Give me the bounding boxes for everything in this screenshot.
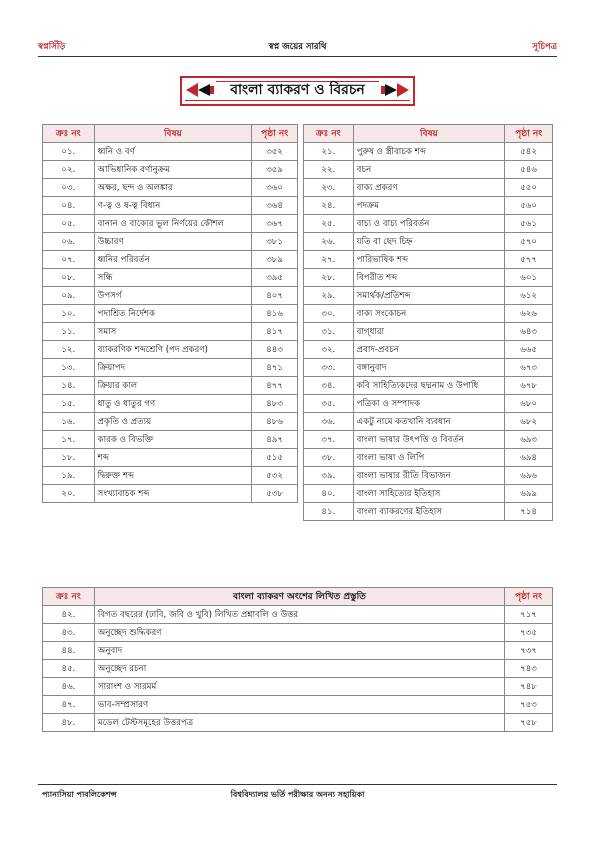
page-cell: ৫৩৮	[252, 485, 298, 503]
table-row	[43, 269, 298, 287]
serial-cell: ০২.	[43, 161, 95, 179]
serial-cell: ০৬.	[43, 233, 95, 251]
subject-cell: উপসর্গ	[94, 287, 252, 305]
serial-cell: ২০.	[43, 485, 95, 503]
serial-cell: ৩৮.	[304, 449, 354, 467]
col-subject: বিষয়	[94, 125, 252, 143]
table-row	[304, 503, 553, 521]
serial-cell: ৩৭.	[304, 431, 354, 449]
table-row	[43, 642, 553, 660]
table-row	[43, 305, 298, 323]
section-heading: বাংলা ব্যাকরণ অংশের লিখিত প্রস্তুতি	[94, 588, 504, 606]
table-row	[43, 377, 298, 395]
serial-cell: ১৪.	[43, 377, 95, 395]
serial-cell: ৪৩.	[43, 624, 95, 642]
table-row	[43, 678, 553, 696]
subject-cell: দ্বিরুক্ত শব্দ	[94, 467, 252, 485]
serial-cell: ৩৯.	[304, 467, 354, 485]
table-row	[304, 305, 553, 323]
page-cell: ৩৫৯	[252, 161, 298, 179]
subject-cell: ধ্বনির পরিবর্তন	[94, 251, 252, 269]
serial-cell: ১৯.	[43, 467, 95, 485]
toc-table-written	[42, 587, 553, 732]
table-row	[43, 251, 298, 269]
subject-cell: বাগ্‌ধারা	[353, 323, 505, 341]
table-row	[304, 395, 553, 413]
table-row	[304, 233, 553, 251]
table-row	[43, 197, 298, 215]
serial-cell: ৩১.	[304, 323, 354, 341]
banner-title: বাংলা ব্যাকরণ ও বিরচন	[230, 82, 365, 98]
serial-cell: ২৮.	[304, 269, 354, 287]
subject-cell: পুরুষ ও স্ত্রীবাচক শব্দ	[353, 143, 505, 161]
page-cell: ৬২৬	[505, 305, 553, 323]
table-row	[304, 197, 553, 215]
table-row	[304, 143, 553, 161]
subject-cell: বাক্য সংকোচন	[353, 305, 505, 323]
serial-cell: ১০.	[43, 305, 95, 323]
page-cell: ৬৮০	[505, 395, 553, 413]
serial-cell: ৩২.	[304, 341, 354, 359]
table-row	[43, 143, 298, 161]
serial-cell: ০৯.	[43, 287, 95, 305]
page-cell: ৬৪৩	[505, 323, 553, 341]
subject-cell: বাক্য প্রকরণ	[353, 179, 505, 197]
serial-cell: ১৭.	[43, 431, 95, 449]
table-row	[43, 161, 298, 179]
subject-cell: বিপরীত শব্দ	[353, 269, 505, 287]
subject-cell: বাংলা ভাষা ও লিপি	[353, 449, 505, 467]
footer-publisher: প্যানাসিয়া পাবলিকেশন্স	[42, 790, 117, 799]
col-page: পৃষ্ঠা নং	[252, 125, 298, 143]
header-brand: স্বপ্নসিঁড়ি	[38, 42, 66, 52]
footer-tagline: বিশ্ববিদ্যালয় ভর্তি পরীক্ষার অনন্য সহায়িকা	[230, 790, 365, 799]
table-header-row	[43, 588, 553, 606]
subject-cell: কারক ও বিভক্তি	[94, 431, 252, 449]
section-banner	[180, 76, 415, 106]
table-row	[304, 287, 553, 305]
subject-cell: বাংলা সাহিত্যের ইতিহাস	[353, 485, 505, 503]
serial-cell: ২৩.	[304, 179, 354, 197]
serial-cell: ০৮.	[43, 269, 95, 287]
subject-cell: ধাতু ও ধাতুর গণ	[94, 395, 252, 413]
serial-cell: ৪১.	[304, 503, 354, 521]
serial-cell: ১৮.	[43, 449, 95, 467]
table-row	[43, 395, 298, 413]
serial-cell: ১৫.	[43, 395, 95, 413]
page-header	[38, 40, 557, 54]
subject-cell: বাচ্য ও বাচ্য পরিবর্তন	[353, 215, 505, 233]
table-row	[43, 323, 298, 341]
serial-cell: ০৫.	[43, 215, 95, 233]
ornament-right-icon	[379, 80, 411, 100]
page-cell: ৭৫৮	[505, 714, 553, 732]
page-cell: ৬০১	[505, 269, 553, 287]
footer-rule	[38, 784, 557, 785]
serial-cell: ৩৩.	[304, 359, 354, 377]
page-cell: ৪৭১	[252, 359, 298, 377]
serial-cell: ৪৫.	[43, 660, 95, 678]
page-cell: ৪০৭	[252, 287, 298, 305]
table-row	[304, 161, 553, 179]
serial-cell: ০৩.	[43, 179, 95, 197]
page-cell: ৪৪৩	[252, 341, 298, 359]
table-row	[304, 251, 553, 269]
page-cell: ৬৮২	[505, 413, 553, 431]
serial-cell: ২৭.	[304, 251, 354, 269]
page-cell: ৩৫২	[252, 143, 298, 161]
table-row	[43, 179, 298, 197]
page-cell: ৪৮৩	[252, 395, 298, 413]
table-row	[43, 215, 298, 233]
serial-cell: ৪৭.	[43, 696, 95, 714]
table-header-row	[43, 125, 298, 143]
serial-cell: ০১.	[43, 143, 95, 161]
subject-cell: বিগত বছরের (ঢাবি, জবি ও খুবি) লিখিত প্রশ্নাবলি ও উত্তর	[94, 606, 504, 624]
subject-cell: অনুবাদ	[94, 642, 504, 660]
table-row	[43, 287, 298, 305]
table-row	[43, 359, 298, 377]
page-cell: ৭৩৭	[505, 642, 553, 660]
serial-cell: ১৩.	[43, 359, 95, 377]
page-cell: ৬৭৮	[505, 377, 553, 395]
serial-cell: ০৭.	[43, 251, 95, 269]
table-row	[43, 714, 553, 732]
table-row	[304, 377, 553, 395]
page-cell: ৪৮৬	[252, 413, 298, 431]
page-cell: ৩৬০	[252, 179, 298, 197]
page-cell: ৪৯৭	[252, 431, 298, 449]
table-row	[304, 215, 553, 233]
table-row	[43, 485, 298, 503]
serial-cell: ৩০.	[304, 305, 354, 323]
page-cell: ৩৬৭	[252, 215, 298, 233]
page-cell: ৪১৬	[252, 305, 298, 323]
page-cell: ৫৭০	[505, 233, 553, 251]
page-cell: ৪৭৭	[252, 377, 298, 395]
table-row	[304, 449, 553, 467]
page-cell: ৫৬০	[505, 197, 553, 215]
table-row	[304, 179, 553, 197]
table-row	[43, 696, 553, 714]
page-cell: ৫৬১	[505, 215, 553, 233]
toc-table-right	[303, 124, 553, 521]
table-row	[304, 485, 553, 503]
page-cell: ৫৫০	[505, 179, 553, 197]
table-row	[304, 341, 553, 359]
subject-cell: অনুচ্ছেদ রচনা	[94, 660, 504, 678]
page-cell: ৪১৭	[252, 323, 298, 341]
subject-cell: মডেল টেস্টসমূহের উত্তরপত্র	[94, 714, 504, 732]
subject-cell: পদক্রম	[353, 197, 505, 215]
col-page: পৃষ্ঠা নং	[505, 125, 553, 143]
subject-cell: আভিধানিক বর্ণানুক্রম	[94, 161, 252, 179]
serial-cell: ২৬.	[304, 233, 354, 251]
subject-cell: একটু নামে কতখানি ব্যবধান	[353, 413, 505, 431]
subject-cell: ক্রিয়াপদ	[94, 359, 252, 377]
page-cell: ৩৮৯	[252, 251, 298, 269]
subject-cell: যতি বা ছেদ চিহ্ন	[353, 233, 505, 251]
table-row	[304, 431, 553, 449]
page-cell: ৬৬৫	[505, 341, 553, 359]
serial-cell: ২৫.	[304, 215, 354, 233]
subject-cell: ভাব-সম্প্রসারণ	[94, 696, 504, 714]
subject-cell: বাংলা ভাষার উৎপত্তি ও বিবর্তন	[353, 431, 505, 449]
subject-cell: সন্ধি	[94, 269, 252, 287]
subject-cell: শব্দ	[94, 449, 252, 467]
page-cell: ৭৩৫	[505, 624, 553, 642]
page-cell: ৭১৪	[505, 503, 553, 521]
serial-cell: ৩৪.	[304, 377, 354, 395]
subject-cell: বাংলা ভাষার রীতি বিভাজন	[353, 467, 505, 485]
serial-cell: ২২.	[304, 161, 354, 179]
serial-cell: ৪০.	[304, 485, 354, 503]
header-rule	[38, 56, 557, 57]
header-tagline: স্বপ্ন জয়ের সারথি	[268, 42, 327, 52]
page-cell: ৬৯৬	[505, 467, 553, 485]
serial-cell: ১১.	[43, 323, 95, 341]
page-cell: ৭৪৩	[505, 660, 553, 678]
table-row	[43, 341, 298, 359]
page-cell: ৩৬৪	[252, 197, 298, 215]
table-row	[304, 413, 553, 431]
table-row	[43, 660, 553, 678]
serial-cell: ৪৮.	[43, 714, 95, 732]
page-cell: ৬৯৯	[505, 485, 553, 503]
table-row	[43, 606, 553, 624]
subject-cell: ক্রিয়ার কাল	[94, 377, 252, 395]
serial-cell: ২৯.	[304, 287, 354, 305]
subject-cell: সংখ্যাবাচক শব্দ	[94, 485, 252, 503]
subject-cell: সমার্থক/প্রতিশব্দ	[353, 287, 505, 305]
table-row	[43, 624, 553, 642]
page-cell: ৬৯৩	[505, 431, 553, 449]
page-cell: ৩৮১	[252, 233, 298, 251]
table-row	[43, 233, 298, 251]
page-cell: ৫১৫	[252, 449, 298, 467]
serial-cell: ৪২.	[43, 606, 95, 624]
subject-cell: অনুচ্ছেদ শুদ্ধিকরণ	[94, 624, 504, 642]
serial-cell: ৩৬.	[304, 413, 354, 431]
table-row	[43, 449, 298, 467]
subject-cell: সারাংশ ও সারমর্ম	[94, 678, 504, 696]
subject-cell: পদাশ্রিত নির্দেশক	[94, 305, 252, 323]
subject-cell: বচন	[353, 161, 505, 179]
page-cell: ৫৭৭	[505, 251, 553, 269]
table-header-row	[304, 125, 553, 143]
page-cell: ৫৩২	[252, 467, 298, 485]
subject-cell: প্রকৃতি ও প্রত্যয়	[94, 413, 252, 431]
page-cell: ৭১৭	[505, 606, 553, 624]
subject-cell: উচ্চারণ	[94, 233, 252, 251]
page-cell: ৫৪২	[505, 143, 553, 161]
subject-cell: প্রবাদ-প্রবচন	[353, 341, 505, 359]
serial-cell: ৪৬.	[43, 678, 95, 696]
subject-cell: সমাস	[94, 323, 252, 341]
col-serial: ক্রঃ নং	[43, 125, 95, 143]
subject-cell: কবি সাহিত্যিকদের ছদ্মনাম ও উপাধি	[353, 377, 505, 395]
subject-cell: বঙ্গানুবাদ	[353, 359, 505, 377]
table-row	[304, 467, 553, 485]
page-cell: ৬৭৩	[505, 359, 553, 377]
serial-cell: ৪৪.	[43, 642, 95, 660]
table-row	[43, 413, 298, 431]
header-section: সূচিপত্র	[532, 42, 557, 52]
col-serial: ক্রঃ নং	[304, 125, 354, 143]
serial-cell: ২১.	[304, 143, 354, 161]
subject-cell: বাংলা ব্যাকরণের ইতিহাস	[353, 503, 505, 521]
page-cell: ৫৪৬	[505, 161, 553, 179]
page-cell: ৭৫৩	[505, 696, 553, 714]
subject-cell: পারিভাষিক শব্দ	[353, 251, 505, 269]
ornament-left-icon	[184, 80, 216, 100]
subject-cell: ণ-ত্ব ও ষ-ত্ব বিধান	[94, 197, 252, 215]
table-row	[43, 467, 298, 485]
col-serial: ক্রঃ নং	[43, 588, 95, 606]
page-cell: ৭৪৮	[505, 678, 553, 696]
serial-cell: ২৪.	[304, 197, 354, 215]
subject-cell: ব্যাকরণিক শব্দশ্রেণি (পদ প্রকরণ)	[94, 341, 252, 359]
col-page: পৃষ্ঠা নং	[505, 588, 553, 606]
serial-cell: ৩৫.	[304, 395, 354, 413]
subject-cell: অক্ষর, ছন্দ ও অলঙ্কার	[94, 179, 252, 197]
table-row	[304, 359, 553, 377]
page-cell: ৩৯৫	[252, 269, 298, 287]
table-row	[43, 431, 298, 449]
page-cell: ৬৯৪	[505, 449, 553, 467]
serial-cell: ১২.	[43, 341, 95, 359]
subject-cell: পত্রিকা ও সম্পাদক	[353, 395, 505, 413]
subject-cell: ধ্বনি ও বর্ণ	[94, 143, 252, 161]
serial-cell: ১৬.	[43, 413, 95, 431]
toc-table-left	[42, 124, 298, 503]
table-row	[304, 323, 553, 341]
subject-cell: বানান ও বাক্যের ভুল নির্ণয়ের কৌশল	[94, 215, 252, 233]
col-subject: বিষয়	[353, 125, 505, 143]
table-row	[304, 269, 553, 287]
serial-cell: ০৪.	[43, 197, 95, 215]
page-cell: ৬১২	[505, 287, 553, 305]
